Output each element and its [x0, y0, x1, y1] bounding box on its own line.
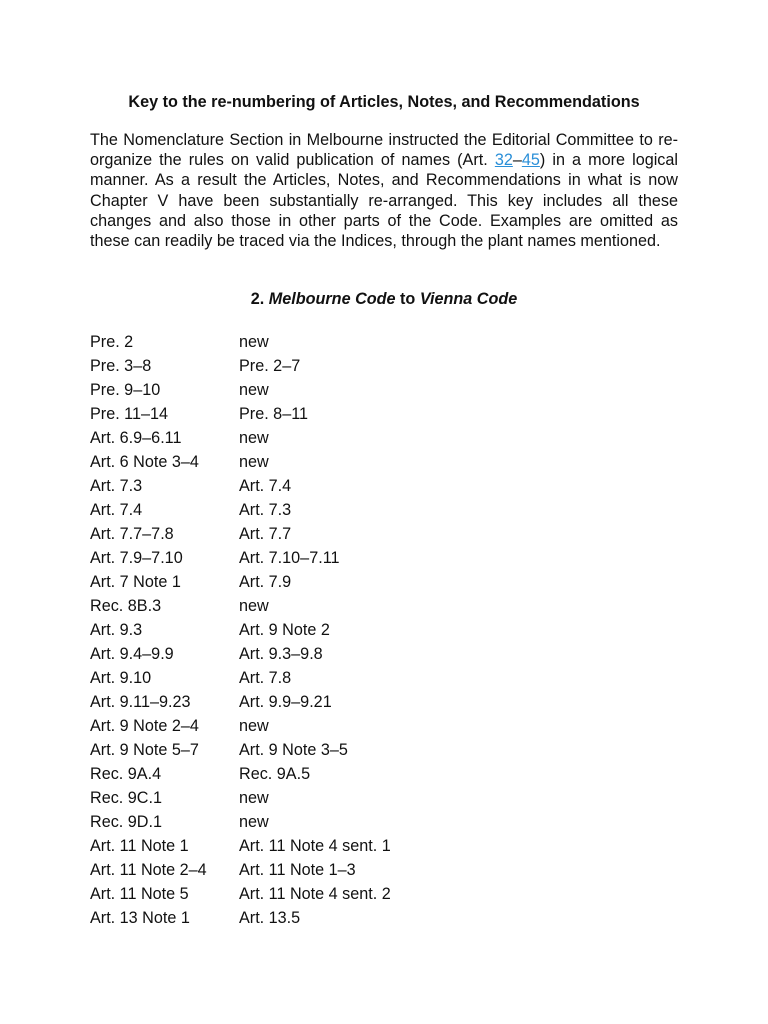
table-row	[90, 642, 540, 666]
melbourne-code-entry: Art. 7.7–7.8	[90, 525, 174, 543]
melbourne-code-entry: Art. 7 Note 1	[90, 573, 181, 591]
table-row	[90, 666, 540, 690]
table-row	[90, 378, 540, 402]
table-row	[90, 474, 540, 498]
table-row	[90, 570, 540, 594]
article-32-link[interactable]: 32	[494, 151, 513, 170]
renumbering-table	[90, 330, 540, 930]
table-row	[90, 762, 540, 786]
vienna-code-entry: Art. 7.4	[239, 477, 292, 495]
vienna-code-entry: Art. 9 Note 3–5	[239, 741, 348, 759]
table-row	[90, 882, 540, 906]
melbourne-code-entry: Art. 7.3	[90, 477, 143, 495]
table-row	[90, 450, 540, 474]
section-connector: to	[400, 290, 416, 308]
vienna-code-entry: new	[239, 429, 269, 447]
vienna-code-entry: Art. 11 Note 4 sent. 2	[239, 885, 391, 903]
vienna-code-entry: Art. 7.8	[239, 669, 292, 687]
table-row	[90, 858, 540, 882]
table-row	[90, 690, 540, 714]
melbourne-code-entry: Rec. 9A.4	[90, 765, 162, 783]
vienna-code-entry: new	[239, 453, 269, 471]
melbourne-code-entry: Pre. 11–14	[90, 405, 168, 423]
table-row	[90, 354, 540, 378]
vienna-code-entry: Art. 9 Note 2	[239, 621, 330, 639]
table-row	[90, 810, 540, 834]
melbourne-code-entry: Art. 6 Note 3–4	[90, 453, 199, 471]
vienna-code-entry: new	[239, 789, 269, 807]
table-row	[90, 834, 540, 858]
vienna-code-entry: Art. 13.5	[239, 909, 301, 927]
melbourne-code-entry: Art. 9 Note 2–4	[90, 717, 199, 735]
table-row	[90, 402, 540, 426]
vienna-code-entry: Art. 11 Note 4 sent. 1	[239, 837, 391, 855]
table-row	[90, 522, 540, 546]
melbourne-code-entry: Art. 9 Note 5–7	[90, 741, 199, 759]
vienna-code-entry: Art. 11 Note 1–3	[239, 861, 356, 879]
section-heading	[90, 289, 678, 309]
vienna-code-entry: Art. 7.7	[239, 525, 292, 543]
melbourne-code-entry: Art. 9.11–9.23	[90, 693, 191, 711]
article-45-link[interactable]: 45	[521, 151, 540, 170]
table-row	[90, 594, 540, 618]
melbourne-code-entry: Art. 7.9–7.10	[90, 549, 183, 567]
melbourne-code-entry: Art. 11 Note 2–4	[90, 861, 207, 879]
table-row	[90, 618, 540, 642]
melbourne-code-entry: Pre. 2	[90, 333, 134, 351]
table-row	[90, 738, 540, 762]
intro-paragraph	[90, 130, 678, 251]
melbourne-code-entry: Pre. 3–8	[90, 357, 152, 375]
vienna-code-entry: Art. 9.3–9.8	[239, 645, 323, 663]
melbourne-code-entry: Art. 11 Note 1	[90, 837, 189, 855]
melbourne-code-entry: Art. 6.9–6.11	[90, 429, 182, 447]
table-row	[90, 906, 540, 930]
section-number: 2.	[250, 290, 265, 308]
table-row	[90, 786, 540, 810]
vienna-code-entry: new	[239, 717, 269, 735]
melbourne-code-entry: Art. 9.10	[90, 669, 152, 687]
renumbering-table-body	[90, 330, 540, 930]
melbourne-code-entry: Art. 9.3	[90, 621, 143, 639]
melbourne-code-entry: Pre. 9–10	[90, 381, 161, 399]
table-row	[90, 498, 540, 522]
vienna-code-entry: new	[239, 813, 269, 831]
melbourne-code-entry: Rec. 8B.3	[90, 597, 162, 615]
section-from-code: Melbourne Code	[268, 290, 396, 308]
vienna-code-entry: Art. 7.9	[239, 573, 292, 591]
intro-dash: –	[512, 151, 522, 170]
vienna-code-entry: Pre. 8–11	[239, 405, 308, 423]
vienna-code-entry: new	[239, 333, 269, 351]
vienna-code-entry: Art. 7.10–7.11	[239, 549, 340, 567]
section-to-code: Vienna Code	[419, 290, 518, 308]
vienna-code-entry: Art. 9.9–9.21	[239, 693, 332, 711]
table-row	[90, 330, 540, 354]
vienna-code-entry: Pre. 2–7	[239, 357, 301, 375]
table-row	[90, 546, 540, 570]
melbourne-code-entry: Art. 9.4–9.9	[90, 645, 174, 663]
vienna-code-entry: new	[239, 381, 269, 399]
melbourne-code-entry: Art. 11 Note 5	[90, 885, 189, 903]
melbourne-code-entry: Rec. 9C.1	[90, 789, 162, 807]
table-row	[90, 714, 540, 738]
document-title: Key to the re-numbering of Articles, Notes, and Recommendations	[128, 93, 640, 111]
intro-text-after: ) in a more logical manner. As a result the Articles, Notes, and Recommendations in what is now Chapter V have been substantially re-arranged. This key includes all these changes and also those in other parts of the Code. Examples are omitted as these can readily be traced via the Indices, through the plant names mentioned.	[90, 151, 678, 251]
vienna-code-entry: Rec. 9A.5	[239, 765, 311, 783]
vienna-code-entry: Art. 7.3	[239, 501, 292, 519]
intro-text-before: The Nomenclature Section in Melbourne instructed the Editorial Committee to re-organize the rules on valid publication of names (Art.	[90, 131, 678, 170]
melbourne-code-entry: Art. 7.4	[90, 501, 143, 519]
melbourne-code-entry: Rec. 9D.1	[90, 813, 162, 831]
vienna-code-entry: new	[239, 597, 269, 615]
melbourne-code-entry: Art. 13 Note 1	[90, 909, 190, 927]
table-row	[90, 426, 540, 450]
